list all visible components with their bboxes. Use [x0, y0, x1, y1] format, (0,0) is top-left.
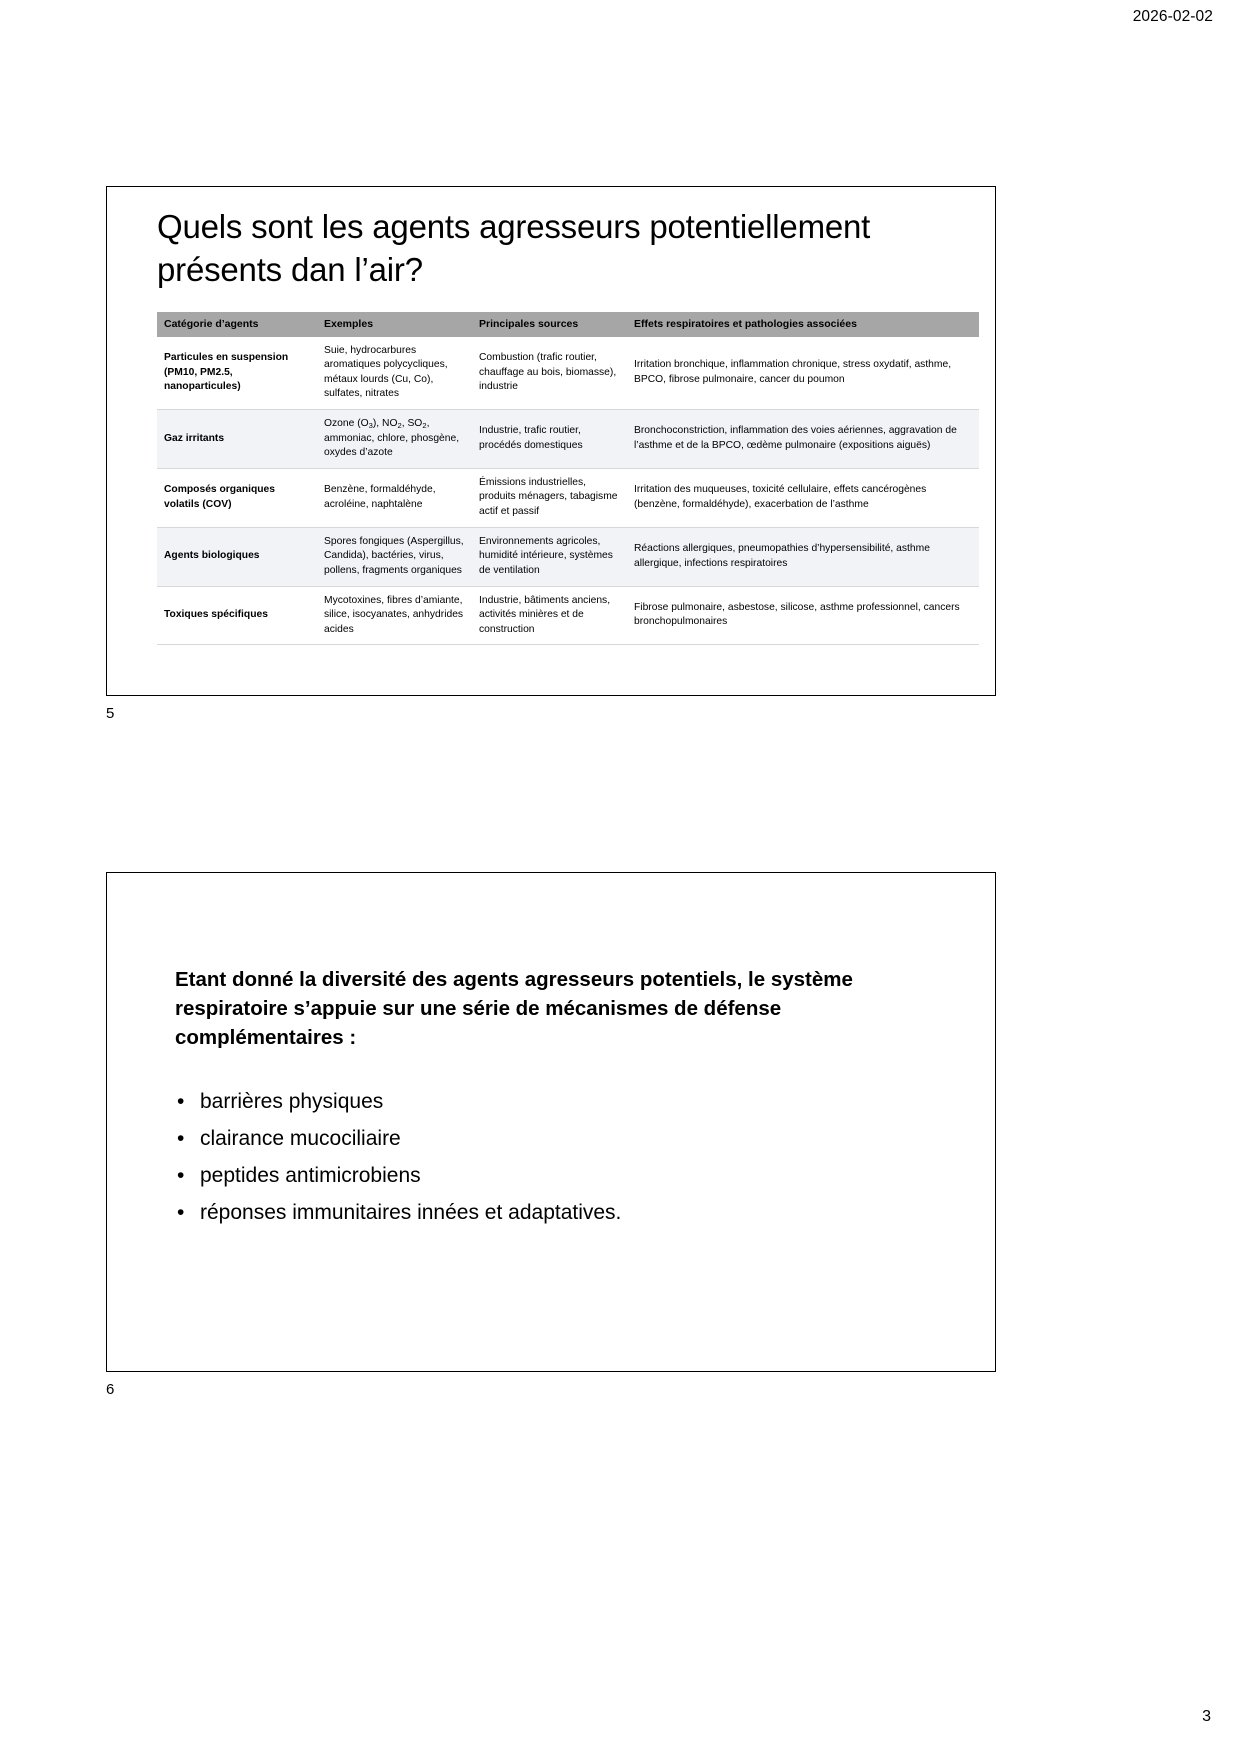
cell-effects: Réactions allergiques, pneumopathies d’hypersensibilité, asthme allergique, infections respiratoires: [627, 527, 979, 586]
cell-effects: Irritation des muqueuses, toxicité cellulaire, effets cancérogènes (benzène, formaldéhyde), exacerbation de l’asthme: [627, 468, 979, 527]
bullet-icon: •: [177, 1127, 185, 1150]
cell-examples: Spores fongiques (Aspergillus, Candida), bactéries, virus, pollens, fragments organiques: [317, 527, 472, 586]
cell-sources: Industrie, bâtiments anciens, activités minières et de construction: [472, 586, 627, 645]
slide-6-lead-paragraph: Etant donné la diversité des agents agresseurs potentiels, le système respiratoire s’appuie sur une série de mécanismes de défense complémentaires :: [175, 968, 853, 1050]
col-header-category: Catégorie d’agents: [157, 312, 317, 337]
cell-examples: Benzène, formaldéhyde, acroléine, naphtalène: [317, 468, 472, 527]
page-number: 3: [1202, 1708, 1211, 1725]
cell-sources: Industrie, trafic routier, procédés domestiques: [472, 410, 627, 469]
list-item-label: réponses immunitaires innées et adaptatives.: [200, 1201, 622, 1224]
col-header-effects: Effets respiratoires et pathologies associées: [627, 312, 979, 337]
cell-category: Composés organiques volatils (COV): [157, 468, 317, 527]
cell-category: Gaz irritants: [157, 410, 317, 469]
table-row: [157, 337, 979, 410]
slide-5: [106, 186, 996, 696]
col-header-sources: Principales sources: [472, 312, 627, 337]
table-row: [157, 527, 979, 586]
slide-6-index-label: 6: [106, 1381, 115, 1398]
cell-effects: Irritation bronchique, inflammation chronique, stress oxydatif, asthme, BPCO, fibrose pulmonaire, cancer du poumon: [627, 337, 979, 410]
table-row: [157, 586, 979, 645]
bullet-icon: •: [177, 1090, 185, 1113]
table-row: [157, 468, 979, 527]
cell-effects: Bronchoconstriction, inflammation des voies aériennes, aggravation de l’asthme et de la BPCO, œdème pulmonaire (expositions aiguës): [627, 410, 979, 469]
cell-category: Particules en suspension (PM10, PM2.5, nanoparticules): [157, 337, 317, 410]
list-item: [175, 1128, 935, 1149]
agents-table-body: [157, 337, 979, 645]
cell-examples: Suie, hydrocarbures aromatiques polycycliques, métaux lourds (Cu, Co), sulfates, nitrates: [317, 337, 472, 410]
table-row: [157, 410, 979, 469]
agents-table-head: [157, 312, 979, 337]
list-item: [175, 1091, 935, 1112]
list-item: [175, 1202, 935, 1223]
cell-effects: Fibrose pulmonaire, asbestose, silicose, asthme professionnel, cancers bronchopulmonaires: [627, 586, 979, 645]
slide-6: [106, 872, 996, 1372]
cell-sources: Émissions industrielles, produits ménagers, tabagisme actif et passif: [472, 468, 627, 527]
list-item-label: clairance mucociliaire: [200, 1127, 401, 1150]
list-item-label: barrières physiques: [200, 1090, 384, 1113]
list-item: [175, 1165, 935, 1186]
cell-examples: Ozone $(O_3)$, $NO_2$, $SO_2$, ammoniac, chlore, phosgène, oxydes d’azote: [317, 410, 472, 469]
page-date: 2026-02-02: [1132, 8, 1213, 25]
cell-sources: Combustion (trafic routier, chauffage au bois, biomasse), industrie: [472, 337, 627, 410]
bullet-icon: •: [177, 1164, 185, 1187]
list-item-label: peptides antimicrobiens: [200, 1164, 421, 1187]
table-header-row: [157, 312, 979, 337]
slide-5-title: Quels sont les agents agresseurs potentiellement présents dan l’air?: [157, 208, 871, 289]
defense-mechanisms-list: [175, 1091, 935, 1239]
cell-category: Toxiques spécifiques: [157, 586, 317, 645]
cell-category: Agents biologiques: [157, 527, 317, 586]
cell-sources: Environnements agricoles, humidité intérieure, systèmes de ventilation: [472, 527, 627, 586]
bullet-icon: •: [177, 1201, 185, 1224]
agents-table: [157, 312, 979, 645]
col-header-examples: Exemples: [317, 312, 472, 337]
slide-5-index-label: 5: [106, 705, 115, 722]
cell-examples: Mycotoxines, fibres d’amiante, silice, isocyanates, anhydrides acides: [317, 586, 472, 645]
